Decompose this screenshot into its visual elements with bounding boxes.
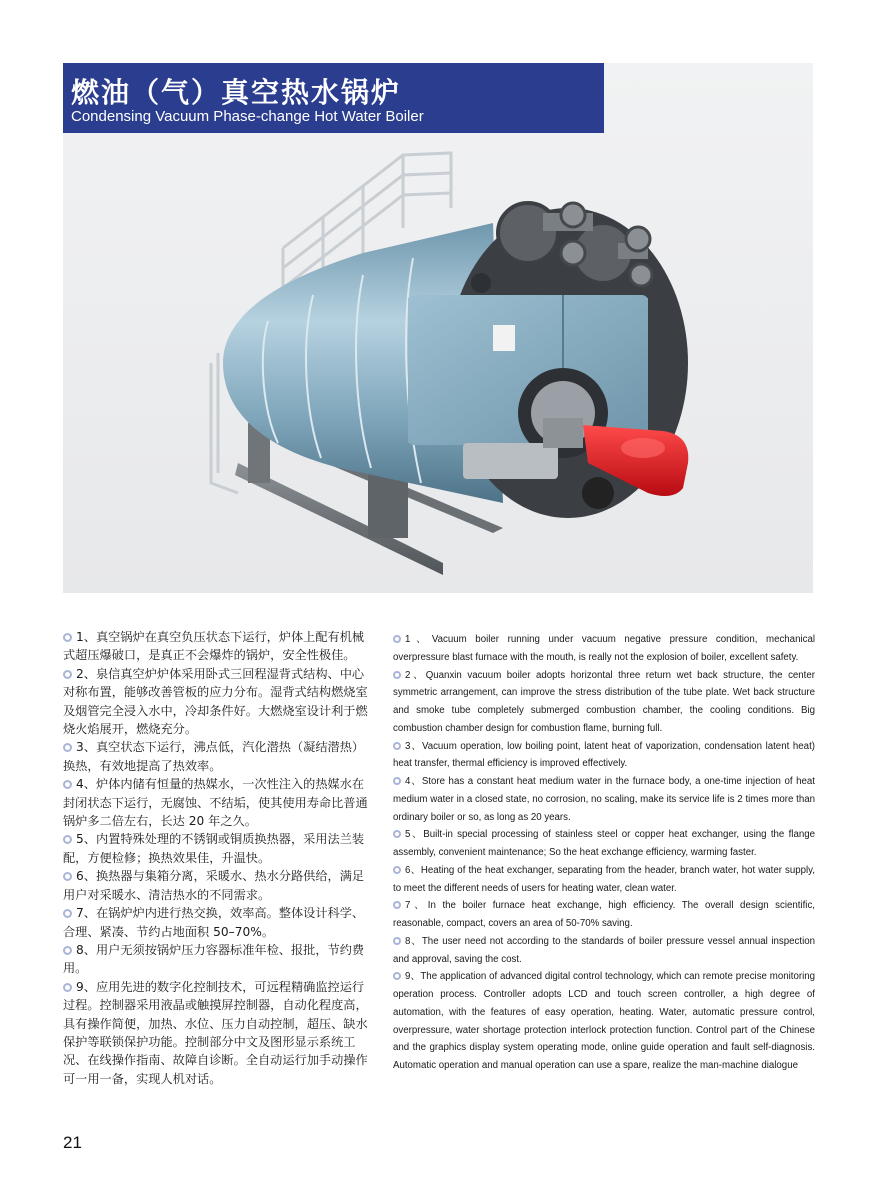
- features-english: [393, 631, 815, 1075]
- list-item: 2、泉信真空炉炉体采用卧式三回程湿背式结构、中心对称布置，能够改善管板的应力分布。湿背式结构燃烧室及烟管完全浸入水中，冷却条件好。大燃烧室设计利于燃烧火焰展开，燃烧充分。: [63, 666, 368, 737]
- list-item: 7、在锅炉炉内进行热交换，效率高。整体设计科学、合理、紧凑、节约占地面积 50–70%。: [63, 906, 365, 939]
- list-item: 5、Built-in special processing of stainless steel or copper heat exchanger, using the flange assembly, convenient maintenance; So the heat exchange efficiency, warming faster.: [393, 829, 815, 858]
- list-item: 3、真空状态下运行，沸点低，汽化潜热（凝结潜热）换热，有效地提高了热效率。: [63, 740, 365, 773]
- list-item: 2、Quanxin vacuum boiler adopts horizontal three return wet back structure, the center symmetric arrangement, can improve the stress distribution of the tube plate. Wet back structure and smoke tube completely submerged combustion chamber, the cooling conditions. Big combustion chamber design for combustion flame, burning full.: [393, 669, 815, 734]
- list-item: 9、The application of advanced digital control technology, which can remote precise monitoring operation process. Controller adopts LCD and touch screen controller, a high degree of automation, with the features of easy operation, heating. Water, automatic pressure control, overpressure, water shortage protection interlock protection function. Control part of the Chinese and the graphics display system operating mode, online guide operation and fault self-diagnosis. Automatic operation and manual operation can use a spare, realize the man-machine dialogue: [393, 971, 815, 1071]
- page-title: 燃油（气）真空热水锅炉: [71, 76, 402, 109]
- bullet-icon: [393, 937, 401, 945]
- bullet-icon: [63, 872, 72, 881]
- list-item: 1、真空锅炉在真空负压状态下运行，炉体上配有机械式超压爆破口，是真正不会爆炸的锅炉，安全性极佳。: [63, 630, 365, 663]
- bullet-icon: [63, 835, 72, 844]
- features-chinese: [63, 628, 375, 1088]
- list-item: 8、The user need not according to the standards of boiler pressure vessel annual inspection and approval, saving the cost.: [393, 935, 815, 965]
- list-item: 4、炉体内储有恒量的热媒水，一次性注入的热媒水在封闭状态下运行，无腐蚀、不结垢，使其使用寿命比普通锅炉多二倍左右，长达 20 年之久。: [63, 777, 368, 829]
- bullet-icon: [393, 671, 401, 679]
- bullet-icon: [393, 742, 401, 750]
- page-number: 21: [63, 1133, 82, 1152]
- boiler-illustration: [63, 63, 813, 593]
- bullet-icon: [63, 633, 72, 642]
- bullet-icon: [63, 743, 72, 752]
- bullet-icon: [393, 777, 401, 785]
- bullet-icon: [393, 901, 401, 909]
- list-item: 3、Vacuum operation, low boiling point, latent heat of vaporization, condensation latent heat) heat transfer, thermal efficiency is improved effectively.: [393, 740, 815, 770]
- list-item: 6、Heating of the heat exchanger, separating from the header, branch water, hot water supply, to meet the different needs of users for heating water, clean water.: [393, 864, 815, 894]
- bullet-icon: [393, 866, 401, 874]
- list-item: 5、内置特殊处理的不锈钢或铜质换热器，采用法兰装配，方便检修；换热效果佳，升温快。: [63, 832, 365, 865]
- bullet-icon: [63, 780, 72, 789]
- bullet-icon: [393, 972, 401, 980]
- bullet-icon: [63, 909, 72, 918]
- list-item: 6、换热器与集箱分离，采暖水、热水分路供给，满足用户对采暖水、清洁热水的不同需求。: [63, 869, 365, 902]
- list-item: 9、应用先进的数字化控制技术，可远程精确监控运行过程。控制器采用液晶或触摸屏控制器，自动化程度高，具有操作简便，加热、水位、压力自动控制，超压、缺水保护等联锁保护功能。控制部分中文及图形显示系统工况、在线操作指南、故障自诊断。全自动运行加手动操作可一用一备，实现人机对话。: [63, 979, 368, 1086]
- list-item: 8、用户无须按锅炉压力容器标准年检、报批，节约费用。: [63, 942, 365, 976]
- list-item: 1、Vacuum boiler running under vacuum negative pressure condition, mechanical overpressure blast furnace with the mouth, is really not the explosion of boiler, excellent safety.: [393, 634, 815, 663]
- bullet-icon: [63, 983, 72, 992]
- bullet-icon: [393, 635, 401, 643]
- nameplate: [493, 325, 515, 351]
- bullet-icon: [63, 946, 72, 955]
- page-subtitle: Condensing Vacuum Phase-change Hot Water Boiler: [71, 108, 424, 125]
- list-item: 7、In the boiler furnace heat exchange, high efficiency. The overall design scientific, reasonable, compact, covers an area of 50-70% saving.: [393, 900, 815, 929]
- product-photo: [63, 63, 813, 593]
- bullet-icon: [393, 830, 401, 838]
- title-banner: [63, 63, 604, 133]
- bullet-icon: [63, 670, 72, 679]
- list-item: 4、Store has a constant heat medium water in the furnace body, a one-time injection of heat medium water in a closed state, no corrosion, no scaling, make its service life is 2 times more than ordinary boiler or so, as long as 20 years.: [393, 776, 815, 823]
